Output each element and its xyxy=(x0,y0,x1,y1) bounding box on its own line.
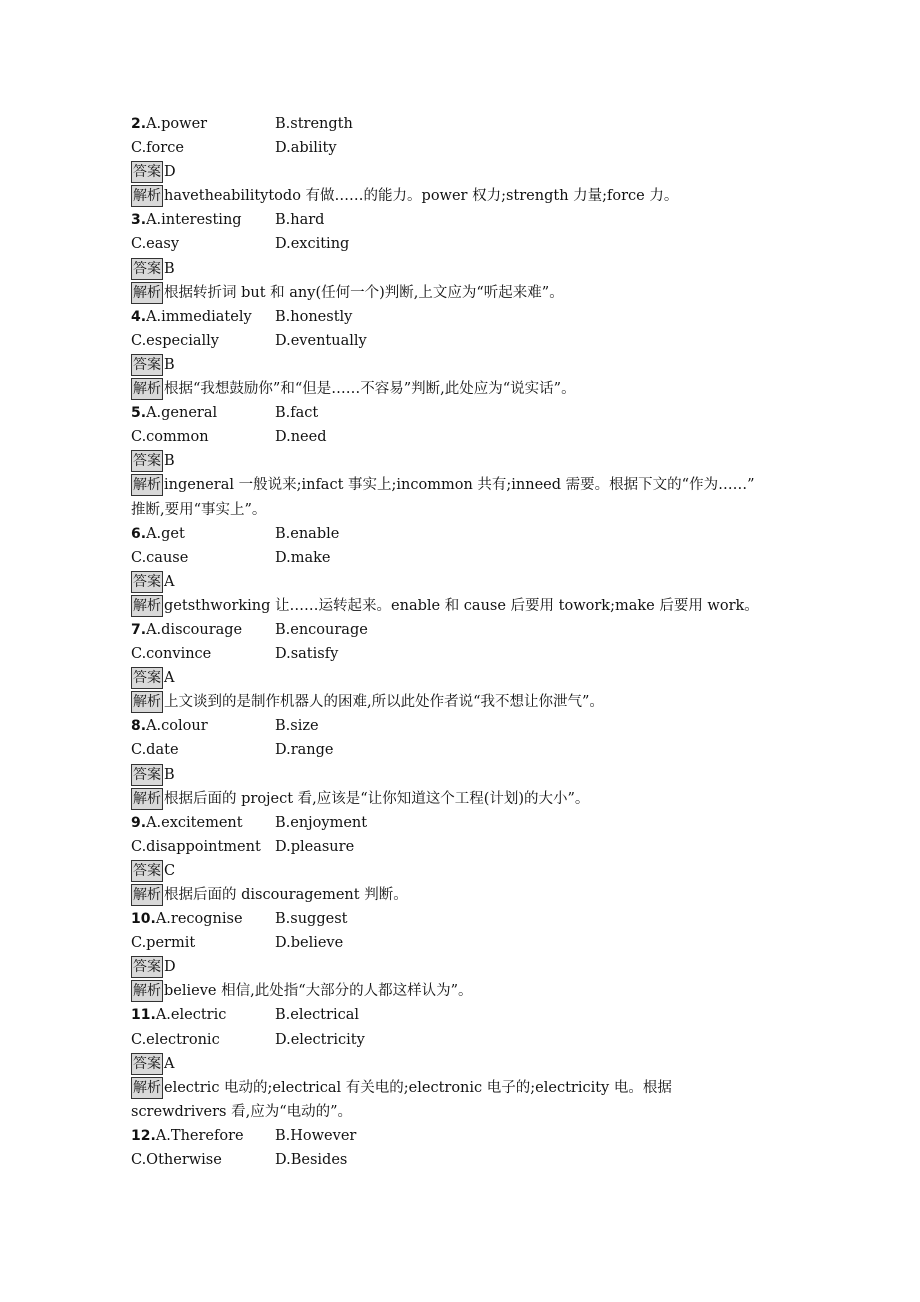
answer-tag: 答案 xyxy=(131,1053,163,1075)
options-row xyxy=(131,907,811,931)
options-row xyxy=(131,305,811,329)
answer-value: A xyxy=(164,670,175,687)
analysis-text: 根据后面的 discouragement 判断。 xyxy=(164,887,408,903)
question-item xyxy=(131,1124,811,1172)
option-d: D.pleasure xyxy=(275,838,355,855)
options-row xyxy=(131,714,811,738)
option-a: A.recognise xyxy=(155,911,243,928)
option-b: B.suggest xyxy=(275,911,348,928)
question-item xyxy=(131,208,811,304)
analysis-row xyxy=(131,377,811,401)
option-a-cell xyxy=(131,907,275,931)
question-number: 6. xyxy=(131,525,147,542)
option-a: A.power xyxy=(146,116,208,132)
analysis-row xyxy=(131,883,811,907)
analysis-text: 根据“我想鼓励你”和“但是……不容易”判断,此处应为“说实话”。 xyxy=(164,381,576,398)
analysis-row xyxy=(131,594,811,618)
option-d: D.ability xyxy=(275,140,337,157)
answer-row xyxy=(131,763,811,787)
answer-tag: 答案 xyxy=(131,354,163,376)
answer-tag: 答案 xyxy=(131,860,163,882)
question-item xyxy=(131,907,811,1003)
options-row xyxy=(131,232,811,256)
option-c: C.common xyxy=(131,429,209,446)
option-a: A.general xyxy=(146,405,218,422)
option-d: D.electricity xyxy=(275,1031,365,1048)
options-row xyxy=(131,136,811,160)
answer-row xyxy=(131,570,811,594)
option-b: B.fact xyxy=(275,405,319,422)
analysis-row xyxy=(131,690,811,714)
question-item xyxy=(131,401,811,521)
answer-value: A xyxy=(164,1055,175,1072)
option-a-cell xyxy=(131,1124,275,1148)
option-a: A.get xyxy=(146,525,185,542)
option-c: C.easy xyxy=(131,236,180,253)
analysis-row xyxy=(131,281,811,305)
question-number: 3. xyxy=(131,212,147,229)
answer-row xyxy=(131,449,811,473)
question-list xyxy=(131,112,811,1172)
analysis-text: ingeneral 一般说来;infact 事实上;incommon 共有;inneed 需要。根据下文的“作为……” xyxy=(164,477,755,494)
answer-row xyxy=(131,955,811,979)
options-row xyxy=(131,546,811,570)
question-item xyxy=(131,714,811,810)
answer-row xyxy=(131,666,811,690)
option-d: D.satisfy xyxy=(275,646,339,663)
answer-value: B xyxy=(164,356,175,373)
question-number: 9. xyxy=(131,814,147,831)
answer-value: B xyxy=(164,453,175,470)
options-row xyxy=(131,1148,811,1172)
question-item xyxy=(131,305,811,401)
analysis-row xyxy=(131,1076,811,1100)
option-a-cell xyxy=(131,1003,275,1027)
option-d: D.make xyxy=(275,549,331,566)
option-d: D.need xyxy=(275,429,327,446)
option-b: B.size xyxy=(275,718,319,735)
option-c: C.force xyxy=(131,140,184,157)
answer-value: D xyxy=(164,164,176,181)
option-a: A.Therefore xyxy=(155,1127,244,1144)
answer-tag: 答案 xyxy=(131,258,163,280)
options-row xyxy=(131,208,811,232)
option-b: B.electrical xyxy=(275,1007,359,1024)
option-a: A.colour xyxy=(146,718,208,735)
question-number: 5. xyxy=(131,405,147,422)
answer-tag: 答案 xyxy=(131,764,163,786)
analysis-text: 根据转折词 but 和 any(任何一个)判断,上文应为“听起来难”。 xyxy=(164,284,564,301)
option-b: B.honestly xyxy=(275,308,353,325)
analysis-tag: 解析 xyxy=(131,474,163,496)
option-c: C.disappointment xyxy=(131,838,261,855)
analysis-tag: 解析 xyxy=(131,788,163,810)
option-a-cell xyxy=(131,811,275,835)
option-a: A.immediately xyxy=(146,308,252,325)
options-row xyxy=(131,329,811,353)
question-number: 4. xyxy=(131,308,147,325)
answer-tag: 答案 xyxy=(131,667,163,689)
analysis-text: electric 电动的;electrical 有关电的;electronic 电子的;electricity 电。根据 xyxy=(164,1079,672,1096)
answer-value: A xyxy=(164,573,175,590)
options-row xyxy=(131,112,811,136)
question-item xyxy=(131,618,811,714)
answer-row xyxy=(131,859,811,883)
option-b: B.However xyxy=(275,1127,357,1144)
option-a-cell xyxy=(131,714,275,738)
answer-row xyxy=(131,160,811,184)
analysis-row xyxy=(131,787,811,811)
option-a-cell xyxy=(131,618,275,642)
option-c: C.electronic xyxy=(131,1031,220,1048)
option-b: B.enjoyment xyxy=(275,814,368,831)
option-b: B.strength xyxy=(275,116,353,132)
question-number: 12. xyxy=(131,1127,156,1144)
option-c: C.convince xyxy=(131,646,212,663)
question-item xyxy=(131,112,811,208)
option-c: C.cause xyxy=(131,549,189,566)
analysis-text: getsthworking 让……运转起来。enable 和 cause 后要用 towork;make 后要用 work。 xyxy=(164,597,759,614)
answer-tag: 答案 xyxy=(131,161,163,183)
analysis-tag: 解析 xyxy=(131,980,163,1002)
option-d: D.exciting xyxy=(275,236,350,253)
question-number: 10. xyxy=(131,911,156,928)
options-row xyxy=(131,522,811,546)
answer-row xyxy=(131,257,811,281)
answer-row xyxy=(131,1052,811,1076)
option-a-cell xyxy=(131,401,275,425)
analysis-tag: 解析 xyxy=(131,595,163,617)
answer-value: D xyxy=(164,959,176,976)
question-item xyxy=(131,1003,811,1123)
option-b: B.hard xyxy=(275,212,325,229)
options-row xyxy=(131,1124,811,1148)
analysis-row xyxy=(131,184,811,208)
analysis-text: 推断,要用“事实上”。 xyxy=(131,501,267,518)
answer-tag: 答案 xyxy=(131,956,163,978)
analysis-row xyxy=(131,473,811,497)
answer-tag: 答案 xyxy=(131,571,163,593)
options-row xyxy=(131,835,811,859)
options-row xyxy=(131,642,811,666)
analysis-tag: 解析 xyxy=(131,691,163,713)
option-a-cell xyxy=(131,305,275,329)
answer-tag: 答案 xyxy=(131,450,163,472)
option-c: C.permit xyxy=(131,935,196,952)
analysis-tag: 解析 xyxy=(131,185,163,207)
analysis-text: believe 相信,此处指“大部分的人都这样认为”。 xyxy=(164,983,473,1000)
option-b: B.encourage xyxy=(275,621,368,638)
analysis-text: 根据后面的 project 看,应该是“让你知道这个工程(计划)的大小”。 xyxy=(164,790,590,807)
options-row xyxy=(131,931,811,955)
analysis-row xyxy=(131,979,811,1003)
option-d: D.eventually xyxy=(275,332,367,349)
analysis-text: 上文谈到的是制作机器人的困难,所以此处作者说“我不想让你泄气”。 xyxy=(164,694,604,711)
analysis-tag: 解析 xyxy=(131,378,163,400)
question-number: 2. xyxy=(131,116,147,132)
options-row xyxy=(131,618,811,642)
option-a-cell xyxy=(131,522,275,546)
answer-value: B xyxy=(164,766,175,783)
option-c: C.Otherwise xyxy=(131,1152,222,1169)
option-d: D.Besides xyxy=(275,1152,348,1169)
analysis-text: havetheabilitytodo 有做……的能力。power 权力;strength 力量;force 力。 xyxy=(164,188,679,205)
analysis-tag: 解析 xyxy=(131,282,163,304)
option-a: A.interesting xyxy=(146,212,242,229)
option-a: A.discourage xyxy=(146,621,243,638)
analysis-tag: 解析 xyxy=(131,884,163,906)
option-a-cell xyxy=(131,208,275,232)
question-number: 11. xyxy=(131,1007,156,1024)
analysis-text: screwdrivers 看,应为“电动的”。 xyxy=(131,1103,353,1120)
option-a: A.electric xyxy=(155,1007,227,1024)
question-number: 7. xyxy=(131,621,147,638)
analysis-tag: 解析 xyxy=(131,1077,163,1099)
option-a: A.excitement xyxy=(146,814,243,831)
option-b: B.enable xyxy=(275,525,340,542)
options-row xyxy=(131,738,811,762)
analysis-row xyxy=(131,1100,811,1124)
option-d: D.believe xyxy=(275,935,344,952)
options-row xyxy=(131,1028,811,1052)
answer-value: B xyxy=(164,260,175,277)
question-item xyxy=(131,522,811,618)
answer-value: C xyxy=(164,862,176,879)
option-c: C.date xyxy=(131,742,179,759)
options-row xyxy=(131,1003,811,1027)
option-c: C.especially xyxy=(131,332,219,349)
analysis-row xyxy=(131,498,811,522)
options-row xyxy=(131,425,811,449)
answer-row xyxy=(131,353,811,377)
option-d: D.range xyxy=(275,742,334,759)
question-number: 8. xyxy=(131,718,147,735)
options-row xyxy=(131,811,811,835)
question-item xyxy=(131,811,811,907)
options-row xyxy=(131,401,811,425)
option-a-cell xyxy=(131,112,275,136)
